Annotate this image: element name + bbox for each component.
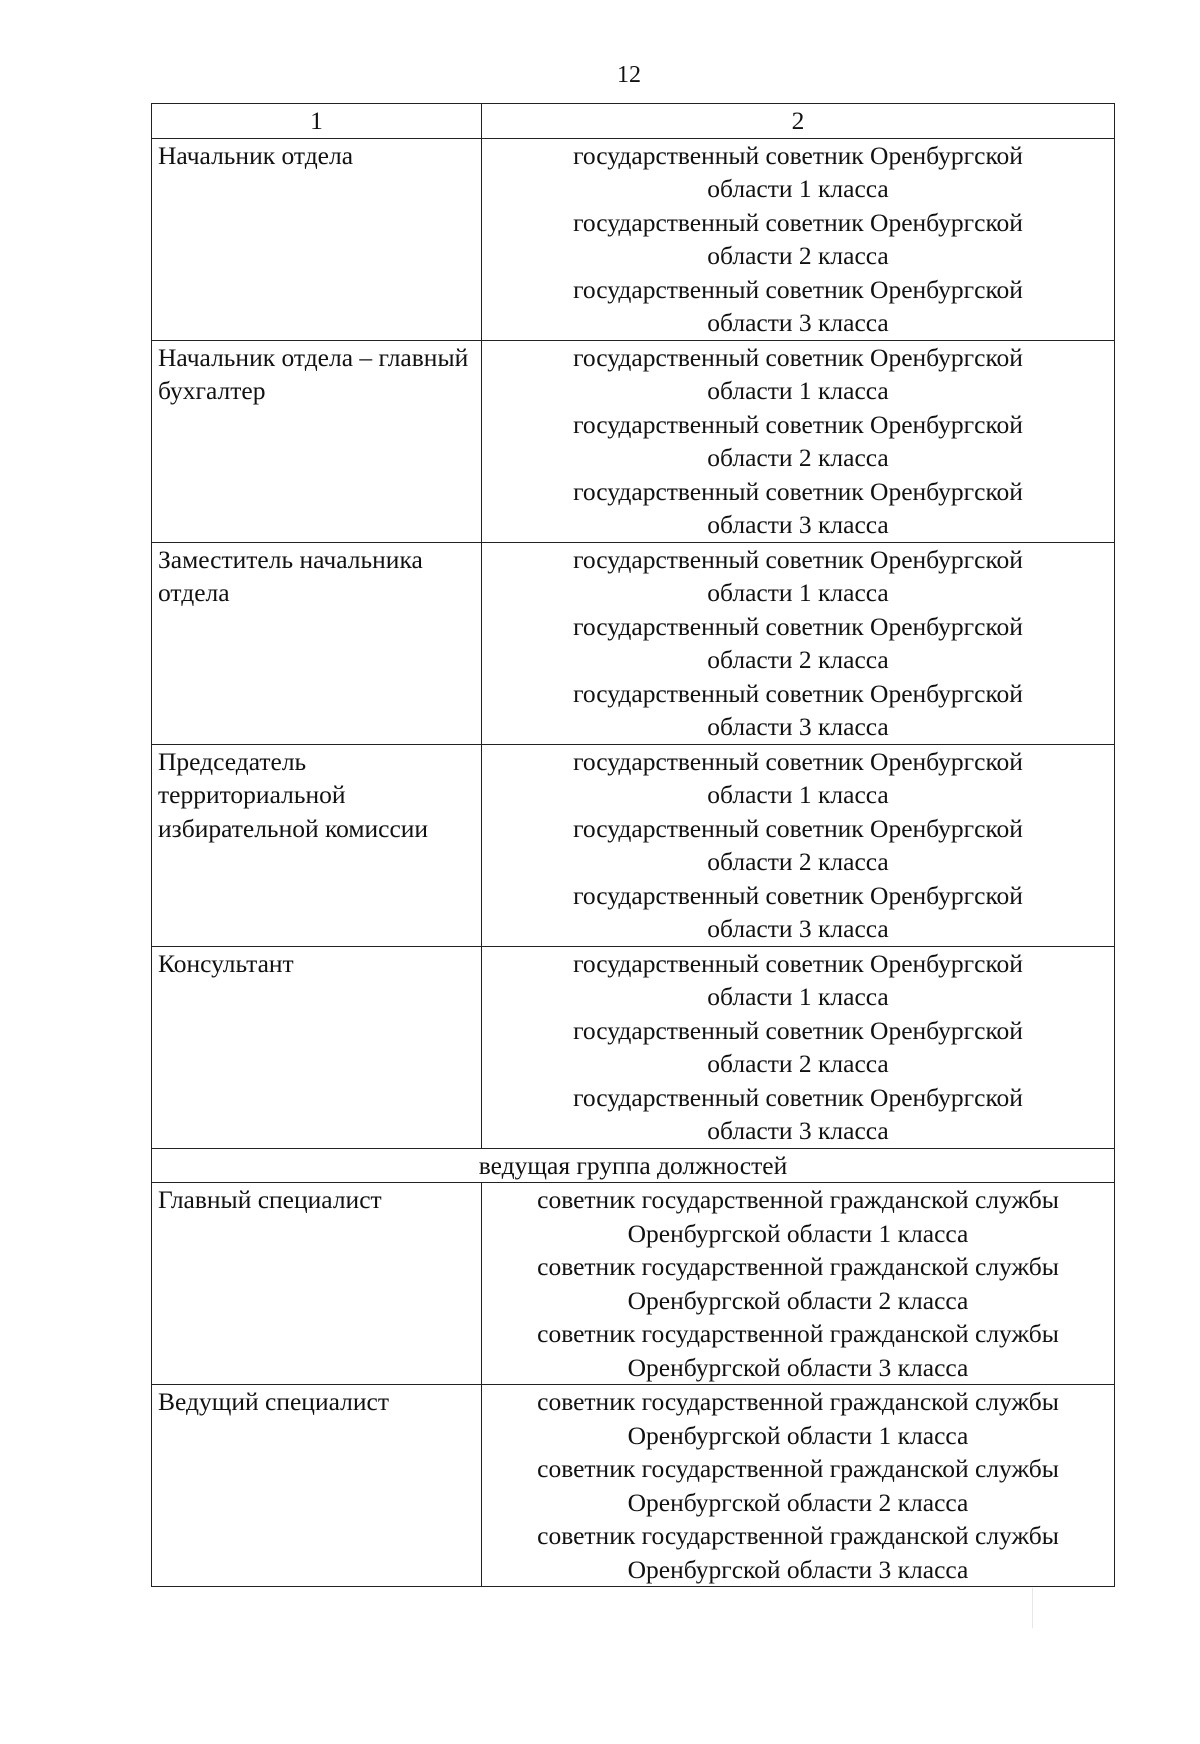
- rank-line: Оренбургской области 3 класса: [627, 1352, 969, 1382]
- rank-line: советник государственной гражданской службы: [537, 1252, 1059, 1281]
- rank-line: области 1 класса: [707, 174, 889, 203]
- rank-line: области 3 класса: [707, 510, 889, 539]
- table-row: [152, 138, 1115, 340]
- position-cell: Заместитель начальника отдела: [152, 542, 482, 744]
- table-row: [152, 1385, 1115, 1587]
- rank-line: области 2 класса: [707, 241, 889, 270]
- group-title: ведущая группа должностей: [152, 1148, 1115, 1183]
- rank-line: государственный советник Оренбургской: [573, 948, 1023, 978]
- rank-line: области 1 класса: [707, 578, 889, 607]
- ranks-cell: [482, 542, 1115, 744]
- rank-line: Оренбургской области 1 класса: [627, 1420, 969, 1450]
- rank-line: государственный советник Оренбургской: [573, 207, 1023, 237]
- rank-line: государственный советник Оренбургской: [573, 880, 1023, 910]
- rank-line: государственный советник Оренбургской: [573, 611, 1023, 641]
- rank-line: области 2 класса: [707, 443, 889, 472]
- rank-line: области 3 класса: [707, 914, 889, 943]
- ranks-cell: [482, 138, 1115, 340]
- rank-line: области 3 класса: [707, 1116, 889, 1145]
- column-header-2: 2: [482, 104, 1115, 139]
- table-row: [152, 946, 1115, 1148]
- position-cell: Председатель территориальной избирательной комиссии: [152, 744, 482, 946]
- rank-line: советник государственной гражданской службы: [537, 1521, 1059, 1550]
- rank-line: советник государственной гражданской службы: [537, 1319, 1059, 1348]
- table-row: [152, 744, 1115, 946]
- rank-line: области 1 класса: [707, 376, 889, 405]
- position-cell: Главный специалист: [152, 1183, 482, 1385]
- column-header-1: 1: [152, 104, 482, 139]
- rank-line: государственный советник Оренбургской: [573, 1015, 1023, 1045]
- rank-line: Оренбургской области 1 класса: [627, 1218, 969, 1248]
- position-cell: Начальник отдела – главный бухгалтер: [152, 340, 482, 542]
- ranks-cell: [482, 744, 1115, 946]
- table-row: [152, 340, 1115, 542]
- rank-line: области 2 класса: [707, 847, 889, 876]
- rank-line: советник государственной гражданской службы: [537, 1454, 1059, 1483]
- rank-line: государственный советник Оренбургской: [573, 274, 1023, 304]
- rank-line: государственный советник Оренбургской: [573, 140, 1023, 170]
- rank-line: области 1 класса: [707, 780, 889, 809]
- position-cell: Консультант: [152, 946, 482, 1148]
- rank-line: области 3 класса: [707, 712, 889, 741]
- ranks-cell: [482, 946, 1115, 1148]
- table-row: [152, 542, 1115, 744]
- positions-table: [151, 103, 1115, 1587]
- scan-artifact: [1032, 1588, 1033, 1628]
- rank-line: государственный советник Оренбургской: [573, 813, 1023, 843]
- table-header-row: [152, 104, 1115, 139]
- rank-line: советник государственной гражданской службы: [537, 1185, 1059, 1214]
- position-cell: Ведущий специалист: [152, 1385, 482, 1587]
- page-number: 12: [617, 62, 641, 88]
- rank-line: государственный советник Оренбургской: [573, 476, 1023, 506]
- rank-line: государственный советник Оренбургской: [573, 409, 1023, 439]
- table-row: [152, 1183, 1115, 1385]
- rank-line: области 1 класса: [707, 982, 889, 1011]
- rank-line: советник государственной гражданской службы: [537, 1387, 1059, 1416]
- rank-line: государственный советник Оренбургской: [573, 1082, 1023, 1112]
- rank-line: государственный советник Оренбургской: [573, 544, 1023, 574]
- position-cell: Начальник отдела: [152, 138, 482, 340]
- rank-line: государственный советник Оренбургской: [573, 746, 1023, 776]
- group-title-row: [152, 1148, 1115, 1183]
- rank-line: государственный советник Оренбургской: [573, 678, 1023, 708]
- ranks-cell: [482, 1183, 1115, 1385]
- rank-line: Оренбургской области 2 класса: [627, 1285, 969, 1315]
- rank-line: Оренбургской области 3 класса: [627, 1554, 969, 1584]
- ranks-cell: [482, 1385, 1115, 1587]
- rank-line: области 2 класса: [707, 645, 889, 674]
- rank-line: Оренбургской области 2 класса: [627, 1487, 969, 1517]
- rank-line: области 3 класса: [707, 308, 889, 337]
- ranks-cell: [482, 340, 1115, 542]
- rank-line: государственный советник Оренбургской: [573, 342, 1023, 372]
- rank-line: области 2 класса: [707, 1049, 889, 1078]
